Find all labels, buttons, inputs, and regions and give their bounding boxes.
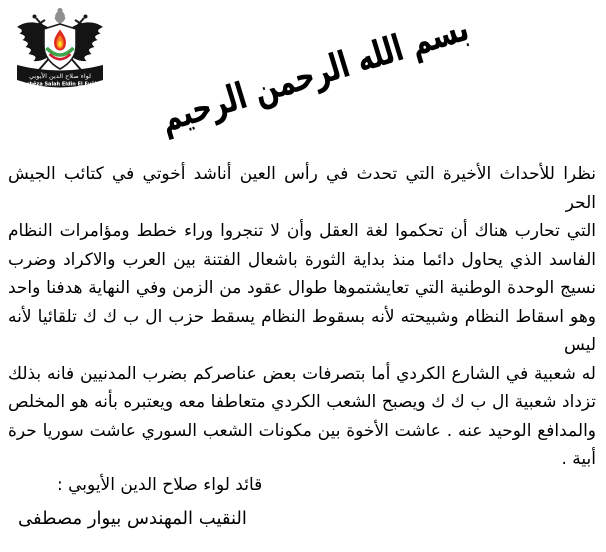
- statement-line: نسيج الوحدة الوطنية التي تعايشتموها طوال عقود من الزمن وفي النهاية هدفنا واحد: [8, 278, 596, 298]
- brigade-logo: [14, 4, 106, 92]
- statement-line: التي تحارب هناك أن تحكموا لغة العقل وأن لا تنجروا وراء خطط ومؤامرات النظام: [8, 221, 596, 241]
- signature-title: قائد لواء صلاح الدين الأيوبي :: [57, 475, 263, 495]
- logo-latin-name: Serhêza Salah Eldin El Eyûbî: [20, 81, 100, 88]
- signature-name: النقيب المهندس بيوار مصطفى: [18, 508, 247, 529]
- statement-line: له شعبية في الشارع الكردي أما بتصرفات بعض عناصركم بضرب المدنيين فانه بذلك: [8, 363, 596, 384]
- brigade-logo-graphic: [14, 4, 106, 92]
- bismillah-text: بسم الله الرحمن الرحيم: [155, 7, 474, 142]
- bismillah-calligraphy: [155, 7, 474, 142]
- eagle-icon: [54, 8, 66, 24]
- statement-line: نظرا للأحداث الأخيرة التي تحدث في رأس العين أناشد أخوتي في كتائب الجيش الحر: [8, 164, 596, 213]
- logo-arabic-name: لواء صلاح الدين الأيوبي: [29, 73, 87, 80]
- statement-line: أبية .: [561, 449, 596, 469]
- statement-paragraph: [8, 160, 596, 474]
- statement-line: والمدافع الوحيد عنه . عاشت الأخوة بين مكونات الشعب السوري عاشت سوريا حرة: [8, 420, 596, 441]
- statement-line: الفاسد الذي يحاول دائما منذ بداية الثورة باشعال الفتنة بين العرب والاكراد وضرب: [8, 249, 596, 270]
- statement-line: تزداد شعبية ال ب ك ك ويصبح الشعب الكردي متعاطفا معه ويعتبره بأنه هو المخلص: [8, 392, 596, 412]
- statement-line: وهو اسقاط النظام وشبيحته لأنه بسقوط النظام يسقط حزب ال ب ك ك تلقائيا لأنه ليس: [8, 306, 596, 355]
